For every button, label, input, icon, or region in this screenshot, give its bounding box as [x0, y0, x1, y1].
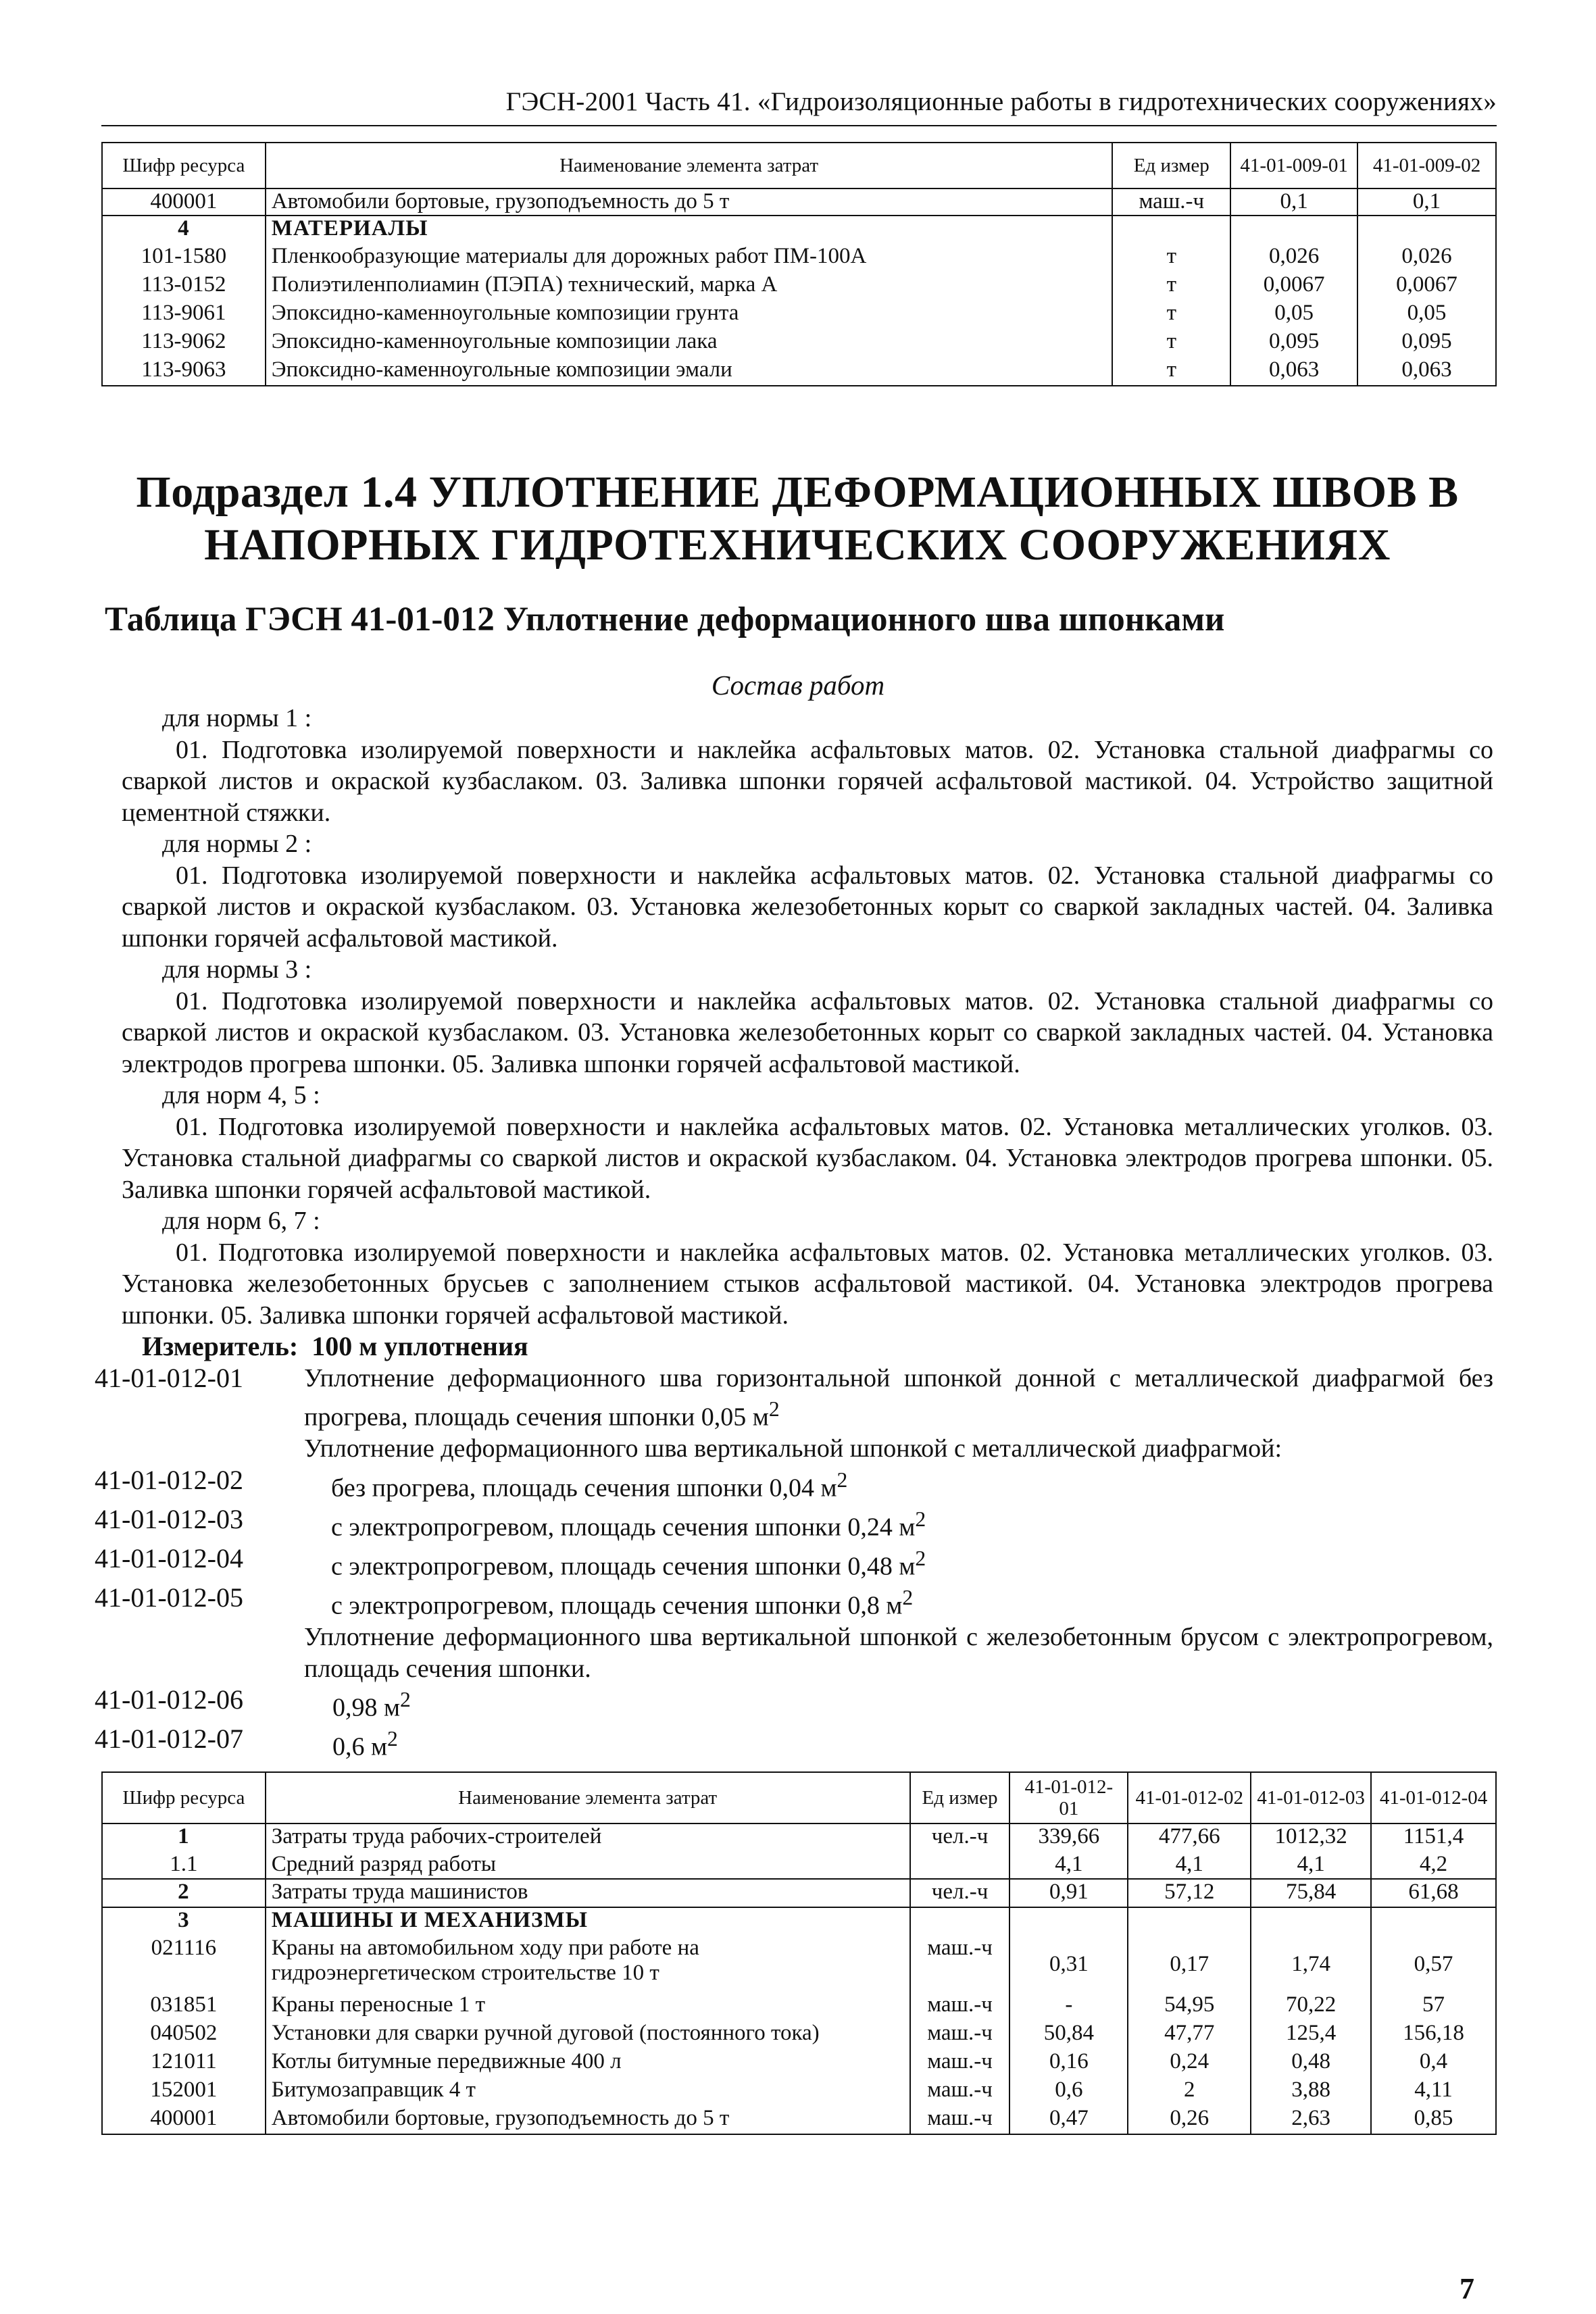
- norm-value: [1128, 1907, 1251, 1936]
- resources-table: [101, 1771, 1497, 2135]
- norm-value: 156,18: [1371, 2021, 1496, 2049]
- col-header-code: Шифр ресурса: [102, 1772, 266, 1823]
- table-row: [102, 1823, 1496, 1852]
- norm-value: 0,05: [1357, 301, 1496, 329]
- resource-unit: т: [1112, 329, 1230, 357]
- norm-value: 2: [1128, 2078, 1251, 2106]
- norm-value: 50,84: [1009, 2021, 1128, 2049]
- resource-name: Полиэтиленполиамин (ПЭПА) технический, марка А: [266, 272, 1113, 301]
- norm-group-intro: [122, 1621, 1493, 1684]
- subsection-title: Подраздел 1.4 УПЛОТНЕНИЕ ДЕФОРМАЦИОННЫХ ШВОВ В НАПОРНЫХ ГИДРОТЕХНИЧЕСКИХ СООРУЖЕНИЯХ: [136, 468, 1459, 570]
- resource-code: 113-0152: [102, 272, 266, 301]
- resource-name: Эпоксидно-каменноугольные композиции эмали: [266, 357, 1113, 386]
- col-header-norm: 41-01-012-01: [1009, 1772, 1128, 1823]
- norm-value: 0,095: [1230, 329, 1357, 357]
- resource-name: Краны переносные 1 т: [266, 1992, 910, 2021]
- resource-code: 040502: [102, 2021, 266, 2049]
- col-header-norm: 41-01-012-02: [1128, 1772, 1251, 1823]
- norm-value: 0,063: [1357, 357, 1496, 386]
- norm-value: 0,063: [1230, 357, 1357, 386]
- norm-value: [1251, 1907, 1371, 1936]
- resource-code: 4: [102, 216, 266, 244]
- resource-unit: чел.-ч: [910, 1879, 1010, 1907]
- norm-value: 57,12: [1128, 1879, 1251, 1907]
- table-header-row: [102, 1772, 1496, 1823]
- resource-name: Краны на автомобильном ходу при работе на гидроэнергетическом строительстве 10 т: [266, 1936, 910, 1992]
- resource-name: Затраты труда рабочих-строителей: [266, 1823, 910, 1852]
- norm-value: 0,24: [1128, 2049, 1251, 2078]
- norm-code: 41-01-012-03: [95, 1503, 243, 1534]
- norm-group-label: для нормы 1 :: [162, 704, 312, 732]
- norm-group-label: для нормы 3 :: [162, 955, 312, 984]
- work-description: 01. Подготовка изолируемой поверхности и наклейка асфальтовых матов. 02. Установка металлических уголков. 03. Установка стальной диафрагмы со сваркой листов и окраской кузбаслаком. 04. Установка электродов прогрева шпонки. 05. Заливка шпонки горячей асфальтовой мастикой.: [122, 1112, 1493, 1204]
- norm-value: 4,1: [1009, 1852, 1128, 1879]
- resource-code: 2: [102, 1879, 266, 1907]
- work-composition-heading: Состав работ: [711, 670, 885, 701]
- col-header-norm: 41-01-009-02: [1357, 143, 1496, 188]
- resource-name: Автомобили бортовые, грузоподъемность до 5 т: [266, 2106, 910, 2134]
- resource-unit: маш.-ч: [910, 1936, 1010, 1992]
- norm-value: 0,26: [1128, 2106, 1251, 2134]
- table-section-row: [102, 216, 1496, 244]
- norm-value: 339,66: [1009, 1823, 1128, 1852]
- norm-value: [1009, 1907, 1128, 1936]
- norm-item: [95, 1362, 1493, 1434]
- resource-code: 031851: [102, 1992, 266, 2021]
- norm-value: 1151,4: [1371, 1823, 1496, 1852]
- norm-description: 0,98 $м^2$: [332, 1688, 411, 1722]
- measurer: [122, 1331, 1493, 1363]
- norm-value: 1,74: [1251, 1936, 1371, 1992]
- resource-unit: маш.-ч: [910, 2021, 1010, 2049]
- work-description: 01. Подготовка изолируемой поверхности и наклейка асфальтовых матов. 02. Установка стальной диафрагмы со сваркой листов и окраской кузбаслаком. 03. Установка железобетонных корыт со сваркой закладных частей. 04. Установка электродов прогрева шпонки. 05. Заливка шпонки горячей асфальтовой мастикой.: [122, 986, 1493, 1078]
- norm-value: 0,1: [1357, 188, 1496, 216]
- norm-item: [95, 1582, 1493, 1621]
- resource-unit: маш.-ч: [910, 1992, 1010, 2021]
- header-rule: [101, 125, 1497, 126]
- norm-value: 0,026: [1230, 244, 1357, 272]
- norm-value: 75,84: [1251, 1879, 1371, 1907]
- work-description: 01. Подготовка изолируемой поверхности и наклейка асфальтовых матов. 02. Установка металлических уголков. 03. Установка железобетонных брусьев с заполнением стыков асфальтовой мастикой. 04. Установка электродов прогрева шпонки. 05. Заливка шпонки горячей асфальтовой мастикой.: [122, 1238, 1493, 1330]
- resource-code: 021116: [102, 1936, 266, 1992]
- norm-description: без прогрева, площадь сечения шпонки 0,04 $м^2$: [331, 1467, 848, 1503]
- norm-value: 0,4: [1371, 2049, 1496, 2078]
- resource-unit: маш.-ч: [910, 2049, 1010, 2078]
- norm-group-description: Уплотнение деформационного шва вертикальной шпонкой с железобетонным брусом с электропрогревом, площадь сечения шпонки.: [304, 1623, 1493, 1683]
- norm-list: [95, 1362, 1493, 1763]
- resource-unit: маш.-ч: [1112, 188, 1230, 216]
- norm-code: 41-01-012-01: [95, 1362, 243, 1393]
- norm-description: Уплотнение деформационного шва горизонтальной шпонкой донной с металлической диафрагмой без прогрева, площадь сечения шпонки 0,05 $м^2$: [304, 1363, 1493, 1432]
- resource-code: 101-1580: [102, 244, 266, 272]
- resource-unit: [1112, 216, 1230, 244]
- table-row: [102, 1879, 1496, 1907]
- table-row: [102, 2021, 1496, 2049]
- table-row: [102, 357, 1496, 386]
- section-name: МАТЕРИАЛЫ: [266, 216, 1113, 244]
- norm-code: 41-01-012-06: [95, 1684, 243, 1715]
- resource-code: 1: [102, 1823, 266, 1852]
- resource-unit: [910, 1907, 1010, 1936]
- resource-code: 152001: [102, 2078, 266, 2106]
- work-description: 01. Подготовка изолируемой поверхности и наклейка асфальтовых матов. 02. Установка стальной диафрагмы со сваркой листов и окраской кузбаслаком. 03. Установка железобетонных корыт со сваркой закладных частей. 04. Заливка шпонки горячей асфальтовой мастикой.: [122, 861, 1493, 953]
- norm-item: [95, 1542, 1493, 1582]
- table-row: [102, 1936, 1496, 1992]
- table-row: [102, 2078, 1496, 2106]
- resource-unit: [910, 1852, 1010, 1879]
- col-header-code: Шифр ресурса: [102, 143, 266, 188]
- table-row: [102, 244, 1496, 272]
- measurer-label: Измеритель:: [142, 1331, 299, 1361]
- norm-description: 0,6 $м^2$: [332, 1727, 398, 1762]
- norm-value: 3,88: [1251, 2078, 1371, 2106]
- resource-unit: т: [1112, 301, 1230, 329]
- norm-value: 0,31: [1009, 1936, 1128, 1992]
- norm-value: [1371, 1907, 1496, 1936]
- norm-code: 41-01-012-04: [95, 1542, 243, 1574]
- table-section-row: [102, 1907, 1496, 1936]
- norm-value: 4,1: [1251, 1852, 1371, 1879]
- norm-value: 4,2: [1371, 1852, 1496, 1879]
- norm-description: с электропрогревом, площадь сечения шпонки 0,48 $м^2$: [331, 1546, 926, 1581]
- resources-table-continued: [101, 142, 1497, 386]
- norm-value: 0,17: [1128, 1936, 1251, 1992]
- norm-group-label: для норм 4, 5 :: [162, 1081, 320, 1109]
- work-description: 01. Подготовка изолируемой поверхности и наклейка асфальтовых матов. 02. Установка стальной диафрагмы со сваркой листов и окраской кузбаслаком. 03. Заливка шпонки горячей асфальтовой мастикой. 04. Устройство защитной цементной стяжки.: [122, 735, 1493, 827]
- resource-name: Автомобили бортовые, грузоподъемность до 5 т: [266, 188, 1113, 216]
- norm-value: 477,66: [1128, 1823, 1251, 1852]
- page-number: 7: [1460, 2272, 1474, 2305]
- norm-value: [1357, 216, 1496, 244]
- norm-description: с электропрогревом, площадь сечения шпонки 0,24 $м^2$: [331, 1507, 926, 1542]
- table-header-row: [102, 143, 1496, 188]
- norm-value: 0,16: [1009, 2049, 1128, 2078]
- norm-value: 47,77: [1128, 2021, 1251, 2049]
- running-head: ГЭСН-2001 Часть 41. «Гидроизоляционные работы в гидротехнических сооружениях»: [505, 87, 1497, 116]
- resource-unit: маш.-ч: [910, 2106, 1010, 2134]
- resource-name: Эпоксидно-каменноугольные композиции лака: [266, 329, 1113, 357]
- resource-unit: чел.-ч: [910, 1823, 1010, 1852]
- norm-value: 4,1: [1128, 1852, 1251, 1879]
- resource-code: 113-9062: [102, 329, 266, 357]
- norm-value: 0,91: [1009, 1879, 1128, 1907]
- norm-group-description: Уплотнение деформационного шва вертикальной шпонкой с металлической диафрагмой:: [304, 1434, 1282, 1463]
- table-row: [102, 2049, 1496, 2078]
- table-row: [102, 2106, 1496, 2134]
- norm-code: 41-01-012-05: [95, 1582, 243, 1613]
- col-header-unit: Ед измер: [910, 1772, 1010, 1823]
- resource-name: Средний разряд работы: [266, 1852, 910, 1879]
- col-header-unit: Ед измер: [1112, 143, 1230, 188]
- norm-value: 0,05: [1230, 301, 1357, 329]
- norm-group-label: для норм 6, 7 :: [162, 1207, 320, 1235]
- norm-item: [95, 1503, 1493, 1543]
- norm-item: [95, 1464, 1493, 1504]
- work-composition: [95, 703, 1493, 1763]
- resource-name: Пленкообразующие материалы для дорожных работ ПМ-100А: [266, 244, 1113, 272]
- resource-unit: т: [1112, 272, 1230, 301]
- resource-unit: т: [1112, 244, 1230, 272]
- resource-name: Затраты труда машинистов: [266, 1879, 910, 1907]
- col-header-norm: 41-01-012-04: [1371, 1772, 1496, 1823]
- norm-value: 2,63: [1251, 2106, 1371, 2134]
- norm-group-intro: [122, 1433, 1493, 1465]
- norm-value: 4,11: [1371, 2078, 1496, 2106]
- norm-value: 57: [1371, 1992, 1496, 2021]
- table-row: [102, 1852, 1496, 1879]
- norm-value: 0,47: [1009, 2106, 1128, 2134]
- norm-description: с электропрогревом, площадь сечения шпонки 0,8 $м^2$: [331, 1586, 914, 1620]
- resource-code: 400001: [102, 2106, 266, 2134]
- col-header-norm: 41-01-009-01: [1230, 143, 1357, 188]
- resource-name: Котлы битумные передвижные 400 л: [266, 2049, 910, 2078]
- norm-value: 0,48: [1251, 2049, 1371, 2078]
- norm-value: 0,1: [1230, 188, 1357, 216]
- norm-item: [95, 1724, 1493, 1763]
- norm-value: 0,0067: [1357, 272, 1496, 301]
- norm-item: [95, 1684, 1493, 1724]
- resource-name: Установки для сварки ручной дуговой (постоянного тока): [266, 2021, 910, 2049]
- norm-value: 54,95: [1128, 1992, 1251, 2021]
- norm-code: 41-01-012-02: [95, 1464, 243, 1495]
- norm-code: 41-01-012-07: [95, 1724, 243, 1755]
- section-name: МАШИНЫ И МЕХАНИЗМЫ: [266, 1907, 910, 1936]
- table-row: [102, 301, 1496, 329]
- resource-code: 113-9061: [102, 301, 266, 329]
- norm-value: 0,095: [1357, 329, 1496, 357]
- norm-value: 0,026: [1357, 244, 1496, 272]
- norm-value: [1230, 216, 1357, 244]
- table-row: [102, 188, 1496, 216]
- resource-code: 1.1: [102, 1852, 266, 1879]
- norm-value: 0,85: [1371, 2106, 1496, 2134]
- norm-value: 125,4: [1251, 2021, 1371, 2049]
- norm-value: 0,0067: [1230, 272, 1357, 301]
- resource-unit: т: [1112, 357, 1230, 386]
- resource-code: 121011: [102, 2049, 266, 2078]
- norm-value: 61,68: [1371, 1879, 1496, 1907]
- resource-name: Битумозаправщик 4 т: [266, 2078, 910, 2106]
- norm-group-label: для нормы 2 :: [162, 830, 312, 858]
- resource-unit: маш.-ч: [910, 2078, 1010, 2106]
- resource-code: 113-9063: [102, 357, 266, 386]
- norm-value: 0,6: [1009, 2078, 1128, 2106]
- table-row: [102, 272, 1496, 301]
- col-header-name: Наименование элемента затрат: [266, 1772, 910, 1823]
- norm-value: 70,22: [1251, 1992, 1371, 2021]
- resource-code: 400001: [102, 188, 266, 216]
- col-header-name: Наименование элемента затрат: [266, 143, 1113, 188]
- table-title: Таблица ГЭСН 41-01-012 Уплотнение деформационного шва шпонками: [105, 601, 1225, 638]
- resource-name: Эпоксидно-каменноугольные композиции грунта: [266, 301, 1113, 329]
- norm-value: 1012,32: [1251, 1823, 1371, 1852]
- col-header-norm: 41-01-012-03: [1251, 1772, 1371, 1823]
- table-row: [102, 329, 1496, 357]
- table-row: [102, 1992, 1496, 2021]
- norm-value: -: [1009, 1992, 1128, 2021]
- measurer-value: 100 м уплотнения: [311, 1331, 528, 1361]
- norm-value: 0,57: [1371, 1936, 1496, 1992]
- resource-code: 3: [102, 1907, 266, 1936]
